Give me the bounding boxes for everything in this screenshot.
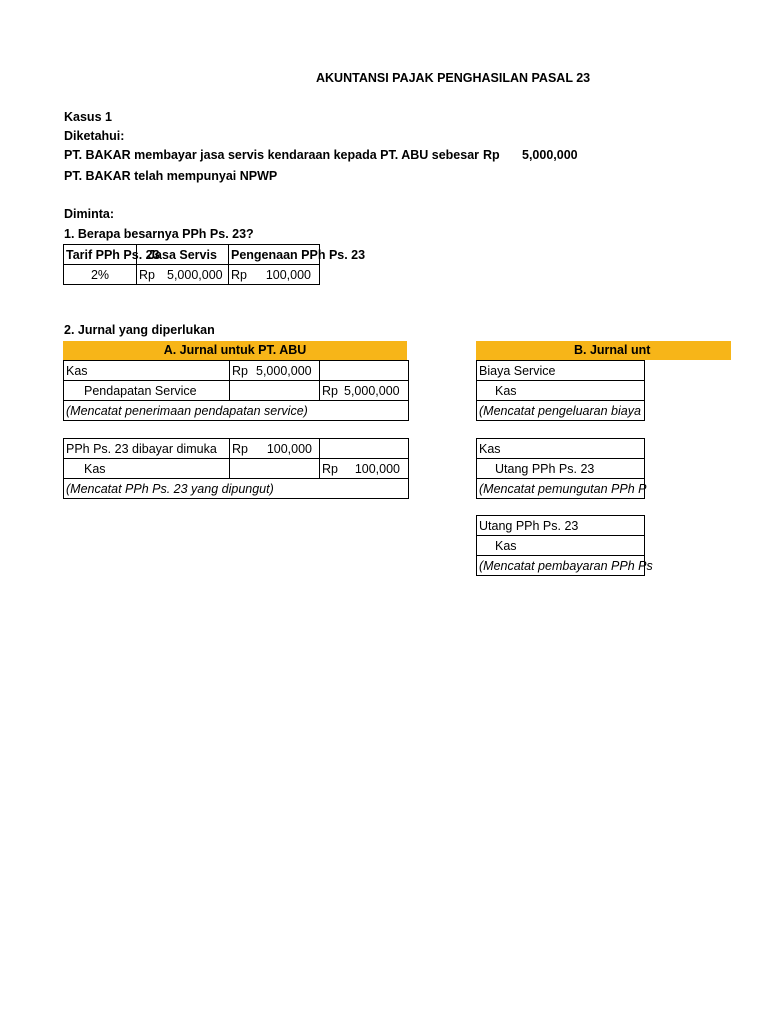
journal-a-entry-2 — [63, 438, 409, 499]
page-title: AKUNTANSI PAJAK PENGHASILAN PASAL 23 — [316, 71, 591, 85]
case-label: Kasus 1 — [64, 110, 112, 124]
header-jasa: Jasa Servis — [137, 245, 229, 265]
entry-note: (Mencatat PPh Ps. 23 yang dipungut) — [64, 479, 409, 499]
credit-account: Kas — [477, 536, 645, 556]
debit-account: Biaya Service — [477, 361, 645, 381]
question-2: 2. Jurnal yang diperlukan — [64, 323, 215, 337]
header-pengenaan: Pengenaan PPh Ps. 23 — [229, 245, 320, 265]
journal-b-entry-3 — [476, 515, 653, 576]
credit-account: Utang PPh Ps. 23 — [477, 459, 645, 479]
credit-account: Kas — [477, 381, 645, 401]
cell-jasa: Rp 5,000,000 — [137, 265, 229, 285]
given-line-1: PT. BAKAR membayar jasa servis kendaraan kepada PT. ABU sebesar — [64, 148, 480, 162]
entry-note: (Mencatat pemungutan PPh P — [477, 479, 645, 499]
credit-amount: Rp 100,000 — [320, 459, 409, 479]
credit-account: Pendapatan Service — [64, 381, 230, 401]
journal-a-entry-1 — [63, 360, 409, 421]
question-1: 1. Berapa besarnya PPh Ps. 23? — [64, 227, 254, 241]
cell-pengenaan: Rp 100,000 — [229, 265, 320, 285]
entry-note: (Mencatat pengeluaran biaya — [477, 401, 645, 421]
entry-note: (Mencatat penerimaan pendapatan service) — [64, 401, 409, 421]
credit-amount: Rp 5,000,000 — [320, 381, 409, 401]
pph-calc-table — [63, 244, 366, 285]
journal-b-entry-1 — [476, 360, 645, 421]
header-tarif: Tarif PPh Ps. 23 — [64, 245, 137, 265]
entry-note: (Mencatat pembayaran PPh Ps — [477, 556, 645, 576]
credit-account: Kas — [64, 459, 230, 479]
asked-label: Diminta: — [64, 207, 114, 221]
debit-account: Kas — [477, 439, 645, 459]
journal-a-header: A. Jurnal untuk PT. ABU — [63, 341, 407, 360]
cell-tarif: 2% — [64, 265, 137, 285]
debit-amount: Rp 5,000,000 — [230, 361, 320, 381]
debit-account: Utang PPh Ps. 23 — [477, 516, 645, 536]
journal-b-header: B. Jurnal unt — [476, 341, 731, 360]
given-line-2: PT. BAKAR telah mempunyai NPWP — [64, 169, 278, 183]
journal-b-entry-2 — [476, 438, 645, 499]
given-label: Diketahui: — [64, 129, 125, 143]
debit-account: Kas — [64, 361, 230, 381]
given-currency: Rp — [483, 148, 500, 162]
given-amount: 5,000,000 — [522, 148, 578, 162]
debit-amount: Rp 100,000 — [230, 439, 320, 459]
debit-account: PPh Ps. 23 dibayar dimuka — [64, 439, 230, 459]
